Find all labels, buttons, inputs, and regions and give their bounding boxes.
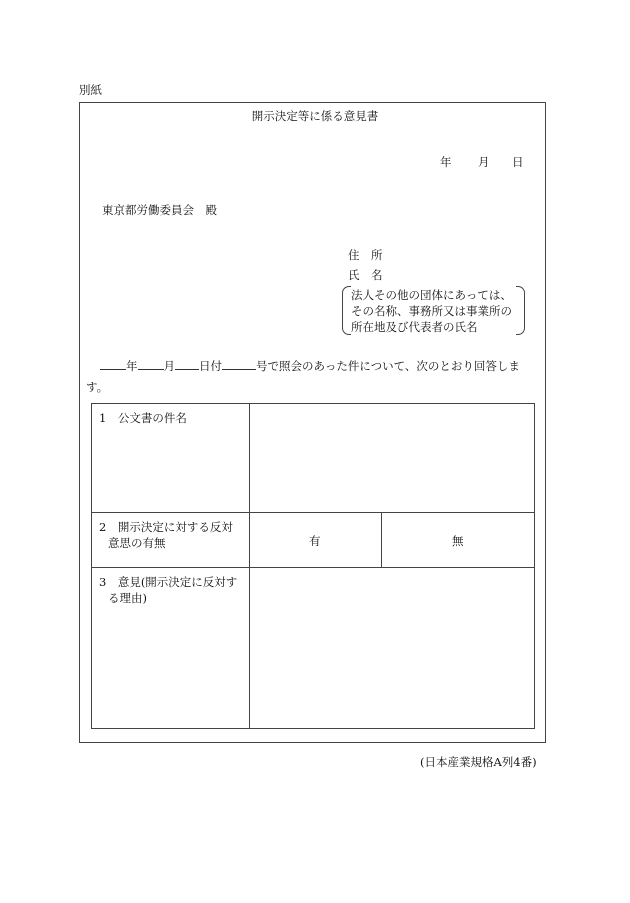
answer-year: 年 bbox=[126, 359, 138, 373]
answer-number-suffix: 号で照会のあった件について、次のとおり回答しま bbox=[256, 359, 520, 373]
corporate-note-line-3: 所在地及び代表者の氏名 bbox=[351, 320, 478, 334]
name-label: 氏 名 bbox=[348, 268, 383, 282]
opinion-table bbox=[91, 403, 535, 729]
answer-month: 月 bbox=[163, 359, 175, 373]
form-title: 開示決定等に係る意見書 bbox=[251, 109, 379, 123]
corporate-note-line-2: その名称、事務所又は事業所の bbox=[351, 304, 512, 318]
date-month-label: 月 bbox=[478, 155, 490, 169]
row2-label-line2: 意思の有無 bbox=[108, 536, 166, 550]
table-divider-row1 bbox=[92, 512, 534, 513]
table-divider-vertical bbox=[249, 404, 250, 728]
row1-label: 1 公文書の件名 bbox=[99, 411, 187, 425]
left-bracket bbox=[342, 286, 351, 335]
year-blank bbox=[100, 358, 126, 370]
option-divider bbox=[381, 512, 382, 567]
corporate-note-line-1: 法人その他の団体にあっては、 bbox=[351, 288, 512, 302]
date-day-label: 日 bbox=[512, 155, 524, 169]
table-divider-row2 bbox=[92, 567, 534, 568]
attachment-label: 別紙 bbox=[79, 83, 102, 97]
option-yes: 有 bbox=[309, 534, 321, 548]
row3-label-line1: 3 意見(開示決定に反対す bbox=[99, 575, 238, 589]
corporate-note bbox=[342, 286, 525, 335]
right-bracket bbox=[516, 286, 525, 335]
option-no: 無 bbox=[452, 534, 464, 548]
answer-day-suffix: 日付 bbox=[199, 359, 222, 373]
number-blank bbox=[222, 358, 256, 370]
month-blank bbox=[138, 358, 164, 370]
paper-size-note: (日本産業規格A列4番) bbox=[420, 755, 537, 769]
address-label: 住 所 bbox=[348, 248, 383, 262]
row3-label-line2: る理由) bbox=[108, 591, 147, 605]
answer-sentence bbox=[100, 358, 520, 374]
addressee: 東京都労働委員会 殿 bbox=[102, 203, 217, 217]
row2-label-line1: 2 開示決定に対する反対 bbox=[99, 520, 233, 534]
day-blank bbox=[175, 358, 199, 370]
date-year-label: 年 bbox=[440, 155, 452, 169]
answer-continuation: す。 bbox=[86, 380, 109, 394]
